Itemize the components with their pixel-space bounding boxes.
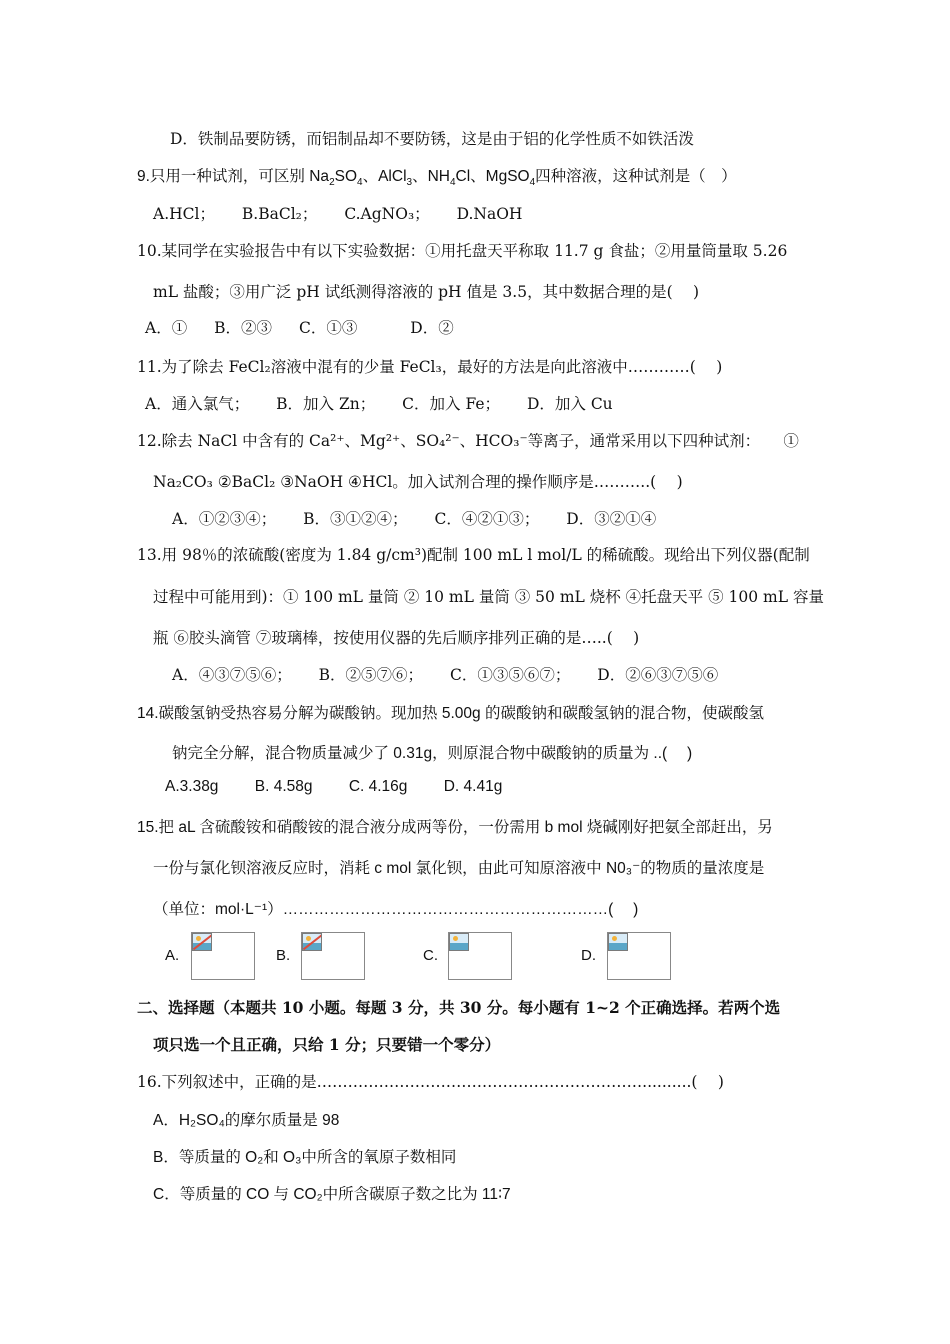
q10-option-c: C．①③ bbox=[298, 319, 358, 337]
q10-line2: mL 盐酸；③用广泛 pH 试纸测得溶液的 pH 值是 3.5，其中数据合理的是( ) bbox=[153, 283, 700, 301]
broken-image-icon bbox=[302, 933, 322, 951]
q9-option-c: C.AgNO₃； bbox=[344, 205, 430, 223]
q15-option-d-label: D. bbox=[581, 947, 596, 964]
q9-options bbox=[153, 202, 544, 224]
q13-option-c: C．①③⑤⑥⑦； bbox=[449, 666, 571, 684]
q12-option-d: D．③②①④ bbox=[566, 510, 657, 528]
q16-option-b: B．等质量的 O₂和 O₃中所含的氧原子数相同 bbox=[153, 1149, 457, 1166]
broken-image-icon bbox=[192, 933, 212, 951]
q16-option-c: C．等质量的 CO 与 CO₂中所含碳原子数之比为 11∶7 bbox=[153, 1186, 511, 1203]
q14-line1: 14.碳酸氢钠受热容易分解为碳酸钠。现加热 5.00g 的碳酸钠和碳酸氢钠的混合物，使碳酸氢 bbox=[137, 705, 764, 722]
q9-stem: 9.只用一种试剂，可区别 $Na_2SO_4$、AlCl$_3$、$NH_4Cl$、MgSO$_4$四种溶液，这种试剂是（ ） bbox=[137, 168, 737, 189]
image-placeholder-icon bbox=[608, 933, 628, 951]
section-2-heading-line2: 项只选一个且正确，只给 1 分；只要错一个零分） bbox=[153, 1035, 501, 1054]
q11-option-d: D．加入 Cu bbox=[526, 395, 613, 413]
q15-option-b-label: B. bbox=[276, 947, 291, 964]
q13-option-b: B．②⑤⑦⑥； bbox=[318, 666, 424, 684]
q15-option-b-image bbox=[301, 932, 365, 980]
q11-option-b: B．加入 Zn； bbox=[276, 395, 376, 413]
q12-option-a: A．①②③④； bbox=[172, 510, 277, 528]
q13-option-a: A．④③⑦⑤⑥； bbox=[172, 666, 292, 684]
q14-option-a: A.3.38g bbox=[165, 778, 219, 795]
q15-option-d-image bbox=[607, 932, 671, 980]
q13-line3: 瓶 ⑥胶头滴管 ⑦玻璃棒，按使用仪器的先后顺序排列正确的是…..( ) bbox=[153, 629, 640, 647]
q12-option-c: C．④②①③； bbox=[434, 510, 540, 528]
q11-option-a: A．通入氯气； bbox=[145, 395, 250, 413]
q10-options bbox=[145, 316, 476, 338]
q11-option-c: C．加入 Fe； bbox=[402, 395, 501, 413]
q15-line3: （单位：mol·L⁻¹）………………………………………………………( ) bbox=[153, 901, 639, 918]
q14-option-d: D. 4.41g bbox=[443, 778, 503, 795]
q16-option-a: A．H₂SO₄的摩尔质量是 98 bbox=[153, 1112, 340, 1129]
q13-option-d: D．②⑥③⑦⑤⑥ bbox=[597, 666, 719, 684]
q12-options bbox=[172, 507, 678, 529]
q11-options bbox=[145, 392, 635, 414]
q15-option-a-image bbox=[191, 932, 255, 980]
q15-line1: 15.把 aL 含硫酸铵和硝酸铵的混合液分成两等份，一份需用 b mol 烧碱刚好把氨全部赶出，另 bbox=[137, 819, 773, 836]
q8-option-d: D．铁制品要防锈，而铝制品却不要防锈，这是由于铝的化学性质不如铁活泼 bbox=[170, 130, 694, 148]
q14-options bbox=[165, 778, 524, 796]
q9-stem-post: 四种溶液，这种试剂是（ ） bbox=[535, 168, 737, 185]
q10-line1: 10.某同学在实验报告中有以下实验数据：①用托盘天平称取 11.7 g 食盐；②用量筒量取 5.26 bbox=[137, 242, 788, 260]
q13-line1: 13.用 98％的浓硫酸(密度为 1.84 g/cm³)配制 100 mL l mol/L 的稀硫酸。现给出下列仪器(配制 bbox=[137, 546, 810, 564]
q10-option-d: D．② bbox=[410, 319, 454, 337]
q15-option-c-image bbox=[448, 932, 512, 980]
q12-option-b: B．③①②④； bbox=[303, 510, 408, 528]
q16-stem: 16.下列叙述中，正确的是………………………………………………………..........( ) bbox=[137, 1073, 724, 1091]
q12-line2: Na₂CO₃ ②BaCl₂ ③NaOH ④HCl。加入试剂合理的操作顺序是………..( ) bbox=[153, 473, 683, 491]
q14-option-c: C. 4.16g bbox=[348, 778, 408, 795]
q13-line2: 过程中可能用到)：① 100 mL 量筒 ② 10 mL 量筒 ③ 50 mL 烧杯 ④托盘天平 ⑤ 100 mL 容量 bbox=[153, 588, 824, 606]
q13-options bbox=[172, 663, 740, 685]
q12-line1: 12.除去 NaCl 中含有的 Ca²⁺、Mg²⁺、SO₄²⁻、HCO₃⁻等离子，通常采用以下四种试剂： ① bbox=[137, 432, 799, 450]
image-placeholder-icon bbox=[449, 933, 469, 951]
q15-option-c-label: C. bbox=[423, 947, 438, 964]
section-2-heading-line1: 二、选择题（本题共 10 小题。每题 3 分，共 30 分。每小题有 1~2 个正确选择。若两个选 bbox=[137, 998, 781, 1017]
q9-option-d: D.NaOH bbox=[456, 205, 523, 223]
q9-option-b: B.BaCl₂； bbox=[241, 205, 318, 223]
q10-option-b: B．②③ bbox=[214, 319, 273, 337]
q15-line2: 一份与氯化钡溶液反应时，消耗 c mol 氯化钡，由此可知原溶液中 N0₃⁻的物质的量浓度是 bbox=[153, 860, 765, 877]
q14-option-b: B. 4.58g bbox=[254, 778, 313, 795]
q15-option-a-label: A. bbox=[165, 947, 180, 964]
q9-option-a: A.HCl； bbox=[153, 205, 215, 223]
q9-stem-pre: 9.只用一种试剂，可区别 Na bbox=[137, 168, 330, 185]
q11-line1: 11.为了除去 FeCl₂溶液中混有的少量 FeCl₃，最好的方法是向此溶液中…………( ) bbox=[137, 358, 723, 376]
q14-line2: 钠完全分解，混合物质量减少了 0.31g，则原混合物中碳酸钠的质量为 ..( ) bbox=[172, 745, 693, 762]
q10-option-a: A．① bbox=[145, 319, 188, 337]
